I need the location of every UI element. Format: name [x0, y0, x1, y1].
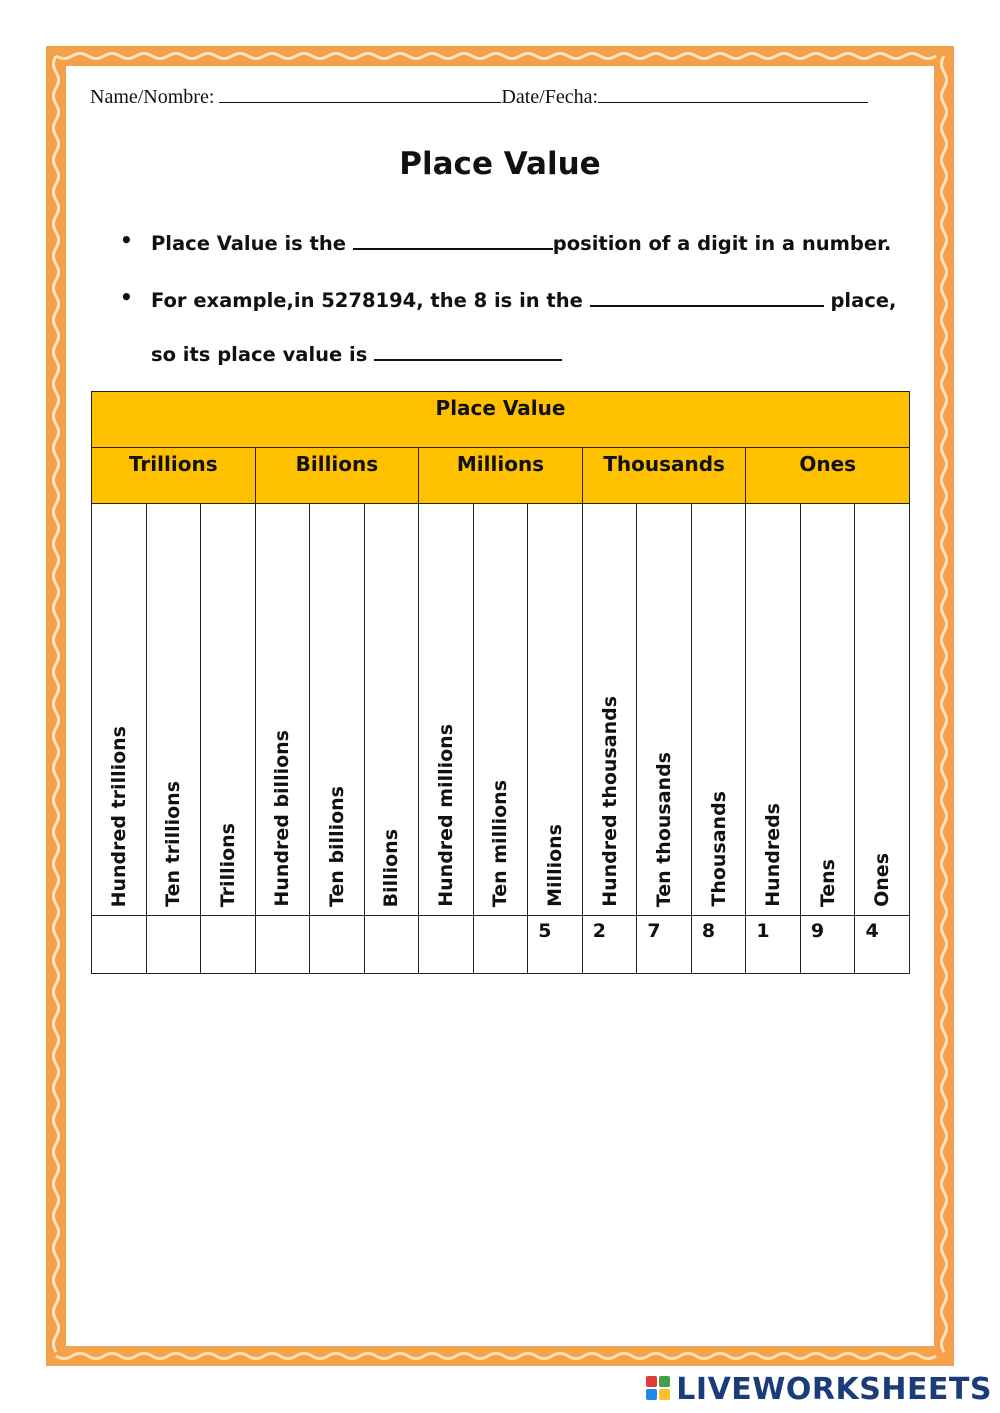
digit-cell[interactable] — [146, 916, 201, 974]
date-field[interactable] — [598, 84, 868, 103]
column-label: Ten millions — [489, 779, 512, 907]
digit-cell[interactable] — [310, 916, 365, 974]
column-header — [691, 504, 746, 916]
digit-cell: 9 — [800, 916, 855, 974]
name-date-line — [90, 84, 912, 109]
column-label: Thousands — [707, 791, 730, 907]
digit-cell: 5 — [528, 916, 583, 974]
column-header — [855, 504, 910, 916]
digit-row — [92, 916, 910, 974]
group-header-millions: Millions — [419, 448, 583, 504]
definition-text-before: Place Value is the — [151, 232, 353, 255]
definition-text-after: position of a digit in a number. — [552, 232, 892, 255]
liveworksheets-logo — [646, 1369, 992, 1409]
column-header — [201, 504, 256, 916]
name-label: Name/Nombre: — [90, 86, 215, 108]
group-header-thousands: Thousands — [582, 448, 746, 504]
column-header — [582, 504, 637, 916]
page-title: Place Value — [399, 146, 601, 182]
column-label: Ten thousands — [653, 751, 676, 907]
column-label: Ones — [871, 853, 894, 907]
column-header-row — [92, 504, 910, 916]
definition-blank[interactable] — [353, 228, 553, 250]
column-label: Ten billions — [325, 785, 348, 907]
digit-cell[interactable] — [92, 916, 147, 974]
name-field[interactable] — [219, 84, 501, 103]
group-header-row — [92, 448, 910, 504]
table-title: Place Value — [92, 392, 910, 448]
digit-cell[interactable] — [201, 916, 256, 974]
example-text-after: place, — [823, 289, 897, 312]
group-header-trillions: Trillions — [92, 448, 256, 504]
digit-cell: 1 — [746, 916, 801, 974]
example-place-blank[interactable] — [590, 285, 824, 307]
column-header — [146, 504, 201, 916]
column-header — [255, 504, 310, 916]
digit-cell[interactable] — [364, 916, 419, 974]
column-header — [419, 504, 474, 916]
column-label: Billions — [380, 828, 403, 907]
column-header — [637, 504, 692, 916]
column-label: Trillions — [216, 822, 239, 907]
bullet-dot-icon: • — [120, 285, 133, 309]
logo-icon — [646, 1376, 672, 1402]
logo-text: LIVEWORKSHEETS — [676, 1371, 992, 1407]
column-label: Ten trillions — [162, 781, 185, 907]
place-value-table — [91, 391, 910, 974]
column-label: Hundred thousands — [598, 696, 621, 907]
column-label: Millions — [544, 824, 567, 907]
example-text-before: For example,in 5278194, the 8 is in the — [151, 289, 590, 312]
digit-cell[interactable] — [473, 916, 528, 974]
column-header — [310, 504, 365, 916]
group-header-ones: Ones — [746, 448, 910, 504]
digit-cell: 2 — [582, 916, 637, 974]
digit-cell[interactable] — [255, 916, 310, 974]
place-value-blank[interactable] — [374, 339, 562, 361]
place-value-text: so its place value is — [151, 343, 375, 366]
column-label: Hundred billions — [271, 730, 294, 907]
column-header — [473, 504, 528, 916]
column-label: Tens — [816, 858, 839, 907]
digit-cell: 4 — [855, 916, 910, 974]
column-header — [746, 504, 801, 916]
column-label: Hundreds — [762, 803, 785, 907]
column-header — [528, 504, 583, 916]
digit-cell[interactable] — [419, 916, 474, 974]
digit-cell: 7 — [637, 916, 692, 974]
date-label: Date/Fecha: — [501, 86, 599, 108]
column-header — [364, 504, 419, 916]
group-header-billions: Billions — [255, 448, 419, 504]
column-label: Hundred trillions — [107, 725, 130, 907]
digit-cell: 8 — [691, 916, 746, 974]
column-header — [92, 504, 147, 916]
column-label: Hundred millions — [434, 724, 457, 907]
bullet-dot-icon: • — [120, 228, 133, 252]
column-header — [800, 504, 855, 916]
